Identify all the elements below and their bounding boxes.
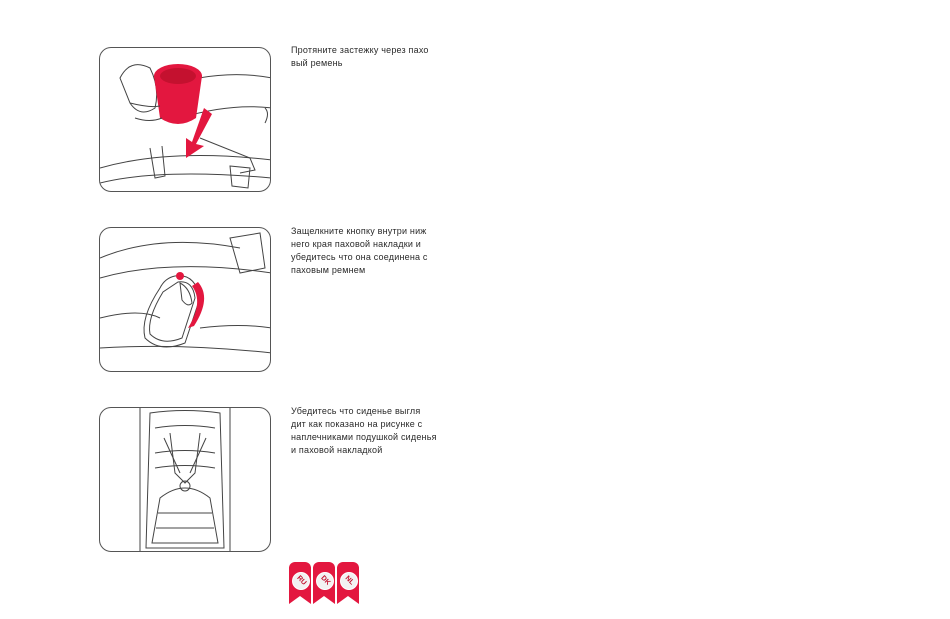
step-2-text <box>291 225 469 277</box>
step-3-illustration <box>99 407 271 552</box>
text-line: и паховой накладкой <box>291 445 383 455</box>
tab-notch-icon <box>289 594 311 604</box>
text-line: наплечниками подушкой сиденья <box>291 432 437 442</box>
language-tab-nl[interactable] <box>337 562 359 604</box>
text-line: него края паховой накладки и <box>291 239 422 249</box>
language-tab-label: RU <box>289 568 311 593</box>
step-1-illustration <box>99 47 271 192</box>
language-tab-label: DK <box>313 568 335 593</box>
text-line: дит как показано на рисунке с <box>291 419 423 429</box>
text-line: убедитесь что она соединена с <box>291 252 428 262</box>
language-tab-label: NL <box>337 568 359 593</box>
step-3-text <box>291 405 469 457</box>
language-tab-dk[interactable] <box>313 562 335 604</box>
step-1-text <box>291 44 469 70</box>
text-line: Убедитесь что сиденье выгля <box>291 406 421 416</box>
tab-notch-icon <box>313 594 335 604</box>
text-line: Защелкните кнопку внутри ниж <box>291 226 427 236</box>
text-line: Протяните застежку через пахо <box>291 45 429 55</box>
buckle-threading-drawing <box>100 48 271 192</box>
text-line: паховым ремнем <box>291 265 366 275</box>
step-2-illustration <box>99 227 271 372</box>
language-tab-ru[interactable] <box>289 562 311 604</box>
seat-overview-drawing <box>100 408 271 552</box>
tab-notch-icon <box>337 594 359 604</box>
text-line: вый ремень <box>291 58 343 68</box>
crotch-pad-drawing <box>100 228 271 372</box>
